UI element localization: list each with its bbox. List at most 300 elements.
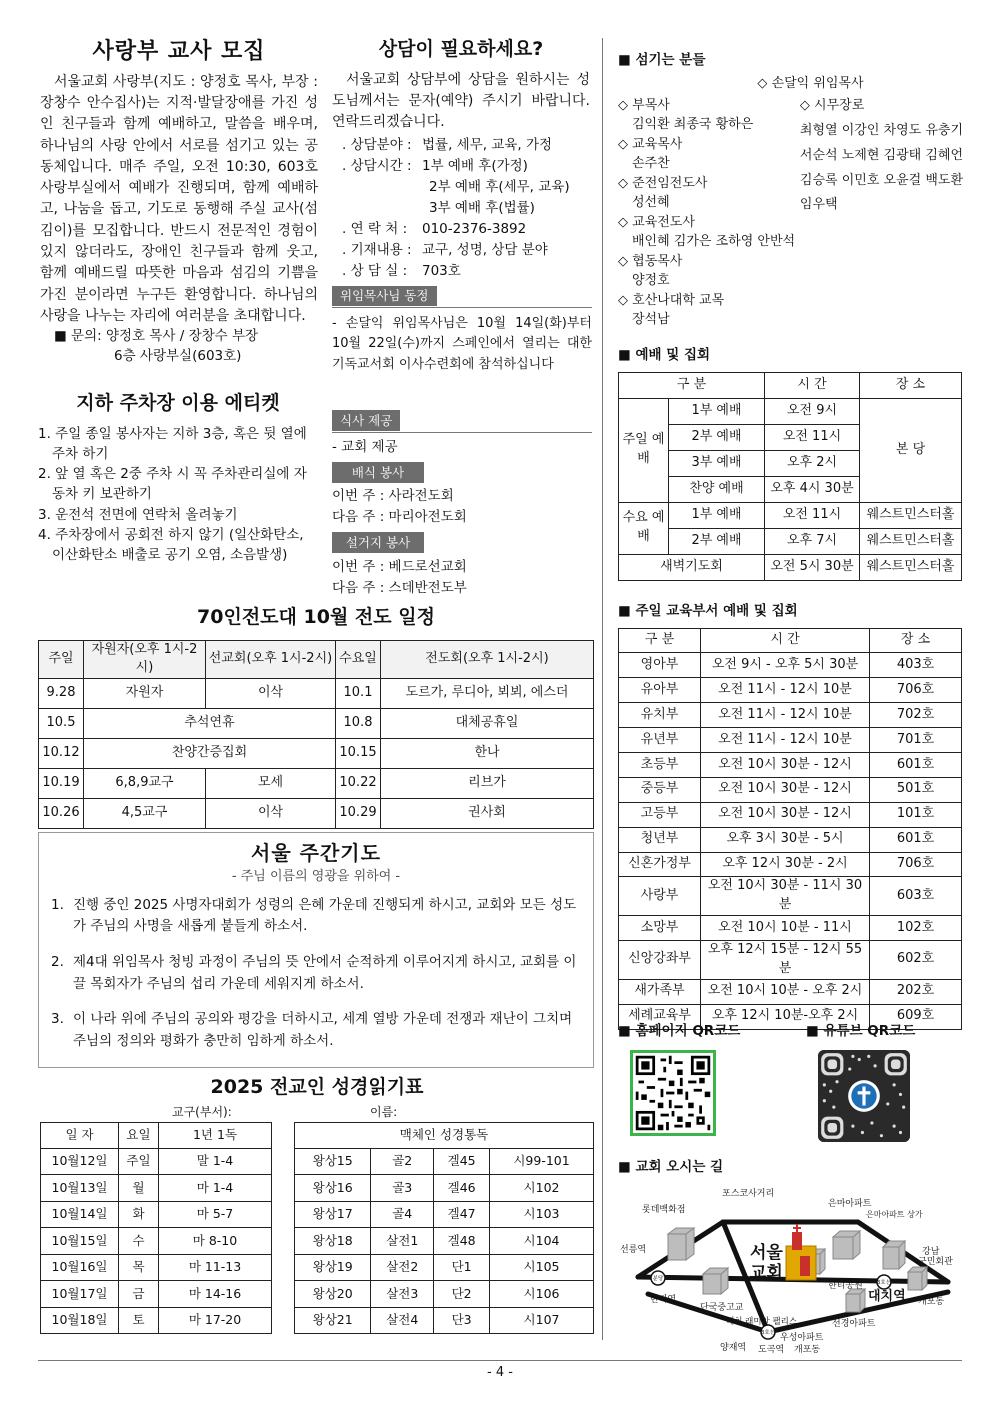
table-cell: 오전 10시 30분 - 12시 bbox=[701, 802, 870, 827]
table-cell: 오전 11시 bbox=[765, 424, 860, 450]
table-header: 요일 bbox=[119, 1122, 159, 1148]
servant-names: 성선혜 bbox=[632, 195, 670, 211]
table-cell: 왕상16 bbox=[295, 1175, 371, 1202]
worship-section bbox=[618, 346, 962, 581]
table-header: 시 간 bbox=[701, 628, 870, 653]
table-cell: 10.26 bbox=[39, 799, 84, 829]
table-cell: 10.5 bbox=[39, 709, 84, 739]
map-label: 롯데백화점 bbox=[642, 1205, 686, 1215]
map-label: 대치 래미안 팰리스 bbox=[726, 1317, 798, 1327]
table-cell: 6,8,9교구 bbox=[84, 769, 206, 799]
table-row bbox=[295, 1148, 594, 1175]
table-cell: 권사회 bbox=[381, 799, 594, 829]
reading-group-label: 교구(부서): bbox=[172, 1104, 232, 1119]
map-label: 도곡역 bbox=[758, 1345, 785, 1354]
church-location-map[interactable] bbox=[618, 1182, 962, 1354]
table-cell: 세례교육부 bbox=[619, 1004, 701, 1029]
serving-label: 배식 봉사 bbox=[332, 462, 424, 483]
table-cell: 유치부 bbox=[619, 703, 701, 728]
table-header: 전도회(오후 1시-2시) bbox=[381, 640, 594, 679]
table-cell: 오후 2시 bbox=[765, 450, 860, 476]
table-cell: 4,5교구 bbox=[84, 799, 206, 829]
recruit-title: 사랑부 교사 모집 bbox=[92, 39, 266, 64]
table-cell: 주일 예배 bbox=[619, 398, 669, 502]
table-cell: 골2 bbox=[371, 1148, 434, 1175]
table-cell: 2부 예배 bbox=[669, 528, 765, 554]
map-title: ■ 교회 오시는 길 bbox=[618, 1158, 962, 1178]
servant-role: ◇ 교육목사 bbox=[618, 136, 683, 152]
table-cell: 오전 5시 30분 bbox=[765, 554, 860, 580]
table-cell: 추석연휴 bbox=[84, 709, 336, 739]
map-label: 개포동 bbox=[794, 1345, 821, 1354]
counsel-line: . 연 락 처 : 010-2376-3892 bbox=[342, 221, 527, 238]
table-row bbox=[619, 979, 962, 1004]
parking-section bbox=[38, 390, 318, 565]
table-cell: 오전 11시 - 12시 10분 bbox=[701, 703, 870, 728]
table-cell: 겔46 bbox=[434, 1175, 490, 1202]
parking-title: 지하 주차장 이용 에티켓 bbox=[76, 392, 280, 414]
table-cell: 리브가 bbox=[381, 769, 594, 799]
table-cell: 단3 bbox=[434, 1307, 490, 1334]
table-header: 구 분 bbox=[619, 628, 701, 653]
table-cell: 10.1 bbox=[336, 679, 381, 709]
table-cell: 시102 bbox=[490, 1175, 594, 1202]
table-cell: 603호 bbox=[870, 877, 962, 916]
table-row bbox=[619, 777, 962, 802]
servant-names: 손주찬 bbox=[632, 156, 670, 172]
evangelism-section bbox=[38, 604, 594, 829]
table-cell: 마 14-16 bbox=[159, 1281, 272, 1308]
table-cell: 이삭 bbox=[206, 679, 336, 709]
table-cell: 마 11-13 bbox=[159, 1254, 272, 1281]
table-cell: 신혼가정부 bbox=[619, 852, 701, 877]
table-row bbox=[41, 1281, 272, 1308]
map-label: 단국중고교 bbox=[700, 1303, 744, 1313]
table-cell: 시103 bbox=[490, 1201, 594, 1228]
counsel-line: . 상담분야 : 법률, 세무, 교육, 가정 bbox=[342, 137, 553, 154]
column-divider bbox=[602, 38, 603, 1340]
table-header-row bbox=[619, 628, 962, 653]
servants-left bbox=[618, 96, 800, 330]
reading-left-table bbox=[40, 1122, 272, 1335]
table-row bbox=[295, 1281, 594, 1308]
table-cell: 화 bbox=[119, 1201, 159, 1228]
table-cell: 시105 bbox=[490, 1254, 594, 1281]
table-cell: 601호 bbox=[870, 753, 962, 778]
table-row bbox=[39, 769, 594, 799]
table-cell: 10.19 bbox=[39, 769, 84, 799]
table-cell: 10월13일 bbox=[41, 1175, 119, 1202]
worship-table bbox=[618, 372, 962, 581]
table-cell: 마 5-7 bbox=[159, 1201, 272, 1228]
servant-role: ◇ 교육전도사 bbox=[618, 214, 695, 230]
parking-item: 4. 주차장에서 공회전 하지 않기 (일산화탄소, 이산화탄소 배출로 공기 오염, 소음발생) bbox=[38, 526, 304, 564]
servants-section bbox=[618, 50, 963, 330]
dishes-next-week: 다음 주 : 스데반전도부 bbox=[332, 580, 467, 597]
table-cell: 청년부 bbox=[619, 827, 701, 852]
table-cell: 살전2 bbox=[371, 1254, 434, 1281]
map-label: 강남 bbox=[922, 1247, 940, 1257]
table-cell: 마 8-10 bbox=[159, 1228, 272, 1255]
table-cell: 601호 bbox=[870, 827, 962, 852]
servant-names: 양정호 bbox=[632, 273, 670, 289]
servant-names: 서순석 노제현 김광태 김혜언 bbox=[799, 147, 963, 163]
table-row bbox=[619, 554, 962, 580]
table-row bbox=[619, 941, 962, 980]
parking-list bbox=[38, 424, 318, 566]
table-header: 일 자 bbox=[41, 1122, 119, 1148]
table-row bbox=[619, 502, 962, 528]
table-cell: 자원자 bbox=[84, 679, 206, 709]
table-cell: 한나 bbox=[381, 739, 594, 769]
table-header-row bbox=[41, 1122, 272, 1148]
table-cell: 10.15 bbox=[336, 739, 381, 769]
map-church-label: 서울 bbox=[750, 1243, 783, 1263]
table-cell: 월 bbox=[119, 1175, 159, 1202]
table-row bbox=[295, 1175, 594, 1202]
table-cell: 영아부 bbox=[619, 653, 701, 678]
table-cell: 대체공휴일 bbox=[381, 709, 594, 739]
table-cell: 오전 11시 - 12시 10분 bbox=[701, 728, 870, 753]
table-header: 시 간 bbox=[765, 372, 860, 398]
pastor-news-label: 위임목사님 동정 bbox=[332, 286, 437, 306]
servant-role: ◇ 부목사 bbox=[618, 97, 670, 113]
servant-names: 배인혜 김가은 조하영 안반석 bbox=[632, 234, 796, 250]
table-cell: 본 당 bbox=[860, 398, 962, 502]
reading-section bbox=[40, 1074, 594, 1334]
table-row bbox=[295, 1254, 594, 1281]
youtube-qr-code[interactable] bbox=[818, 1050, 910, 1142]
table-row bbox=[41, 1148, 272, 1175]
table-header-row bbox=[295, 1122, 594, 1148]
table-cell: 10월15일 bbox=[41, 1228, 119, 1255]
dishes-label: 설거지 봉사 bbox=[332, 532, 424, 553]
table-cell: 시99-101 bbox=[490, 1148, 594, 1175]
map-label: 은마아파트 bbox=[828, 1199, 872, 1209]
table-cell: 오후 3시 30분 - 5시 bbox=[701, 827, 870, 852]
prayer-box bbox=[38, 832, 594, 1068]
servant-names: 최형열 이강인 차영도 유충기 bbox=[799, 123, 963, 139]
table-cell: 오후 4시 30분 bbox=[765, 476, 860, 502]
map-label: 우성아파트 bbox=[780, 1333, 824, 1343]
serving-next-week: 다음 주 : 마리아전도회 bbox=[332, 509, 467, 526]
table-row bbox=[41, 1201, 272, 1228]
table-cell: 왕상19 bbox=[295, 1254, 371, 1281]
table-row bbox=[619, 753, 962, 778]
qr-youtube-title: ■ 유튜브 QR코드 bbox=[806, 1022, 962, 1042]
table-cell: 도르가, 루디아, 뵈뵈, 에스더 bbox=[381, 679, 594, 709]
table-cell: 오후 7시 bbox=[765, 528, 860, 554]
table-cell: 시107 bbox=[490, 1307, 594, 1334]
table-row bbox=[39, 679, 594, 709]
table-row bbox=[295, 1307, 594, 1334]
evangelism-table bbox=[38, 640, 594, 830]
table-cell: 10.29 bbox=[336, 799, 381, 829]
map-church-label: 교회 bbox=[750, 1263, 783, 1283]
table-cell: 유년부 bbox=[619, 728, 701, 753]
table-cell: 10월14일 bbox=[41, 1201, 119, 1228]
education-section bbox=[618, 602, 962, 1030]
table-cell: 10월12일 bbox=[41, 1148, 119, 1175]
map-label: 대치역 bbox=[868, 1289, 906, 1304]
servant-role: ◇ 호산나대학 교목 bbox=[618, 292, 725, 308]
table-cell: 소망부 bbox=[619, 916, 701, 941]
table-cell: 신앙강좌부 bbox=[619, 941, 701, 980]
map-label: 선릉역 bbox=[620, 1245, 647, 1255]
servants-title: ■ 섬기는 분들 bbox=[618, 50, 963, 70]
table-cell: 모세 bbox=[206, 769, 336, 799]
table-cell: 3부 예배 bbox=[669, 450, 765, 476]
table-cell: 602호 bbox=[870, 941, 962, 980]
map-label: 선경아파트 bbox=[832, 1319, 876, 1329]
table-row bbox=[619, 398, 962, 424]
page-number: - 4 - bbox=[487, 1365, 513, 1380]
evangelism-title: 70인전도대 10월 전도 일정 bbox=[197, 606, 435, 628]
table-cell: 살전1 bbox=[371, 1228, 434, 1255]
table-cell: 오전 9시 bbox=[765, 398, 860, 424]
map-line-3b: 3호선 bbox=[760, 1330, 776, 1336]
counsel-line: . 기재내용 : 교구, 성명, 상담 분야 bbox=[342, 241, 548, 258]
counsel-section bbox=[332, 36, 590, 282]
servants-right bbox=[800, 96, 963, 330]
table-cell: 찬양 예배 bbox=[669, 476, 765, 502]
table-cell: 수요 예배 bbox=[619, 502, 669, 554]
table-row bbox=[295, 1228, 594, 1255]
table-row bbox=[619, 678, 962, 703]
table-row bbox=[41, 1307, 272, 1334]
table-cell: 왕상15 bbox=[295, 1148, 371, 1175]
table-cell: 오전 10시 10분 - 오후 2시 bbox=[701, 979, 870, 1004]
table-cell: 단2 bbox=[434, 1281, 490, 1308]
table-cell: 웨스트민스터홀 bbox=[860, 554, 962, 580]
table-cell: 고등부 bbox=[619, 802, 701, 827]
table-header: 수요일 bbox=[336, 640, 381, 679]
table-row bbox=[41, 1228, 272, 1255]
table-cell: 새가족부 bbox=[619, 979, 701, 1004]
table-row bbox=[619, 916, 962, 941]
table-cell: 왕상21 bbox=[295, 1307, 371, 1334]
table-header: 선교회(오후 1시-2시) bbox=[206, 640, 336, 679]
qr-home-title: ■ 홈페이지 QR코드 bbox=[618, 1022, 768, 1042]
servant-names: 김익환 최종국 황하은 bbox=[632, 117, 754, 133]
map-line-3: 3호선 bbox=[876, 1280, 892, 1286]
recruit-body: 서울교회 사랑부(지도 : 양정호 목사, 부장 : 장창수 안수집사)는 지적·발달장애를 가진 성인 친구들과 함께 예배하고, 말씀을 배우며, 하나님의 사랑 안에서 서로를 섬기고 있는 공동체입니다. 매주 주일, 오전 10:30, 603호 사랑부실에서 예배가 진행되며, 함께 예배하고, 나눔을 돕고, 기도로 동행해 주실 교사(섬김이)를 모집합니다. 반드시 전문적인 경험이 있지 않더라도, 장애인 친구들과 함께 웃고, 함께 예배드릴 따뜻한 마음과 섬김의 기쁨을 가진 분이라면 누구든 환영합니다. 하나님의 사랑을 나누는 자리에 여러분을 초대합니다. bbox=[40, 73, 318, 324]
table-cell: 오전 10시 30분 - 12시 bbox=[701, 777, 870, 802]
table-cell: 706호 bbox=[870, 678, 962, 703]
table-cell: 살전3 bbox=[371, 1281, 434, 1308]
recruit-section bbox=[40, 36, 318, 366]
table-cell: 오후 12시 10분-오후 2시 bbox=[701, 1004, 870, 1029]
table-header: 자원자(오후 1시-2시) bbox=[84, 640, 206, 679]
table-cell: 9.28 bbox=[39, 679, 84, 709]
counsel-lines bbox=[332, 135, 590, 281]
table-cell: 701호 bbox=[870, 728, 962, 753]
table-cell: 목 bbox=[119, 1254, 159, 1281]
table-cell: 마 17-20 bbox=[159, 1307, 272, 1334]
table-cell: 오전 10시 30분 - 11시 30분 bbox=[701, 877, 870, 916]
table-row bbox=[619, 802, 962, 827]
table-cell: 유아부 bbox=[619, 678, 701, 703]
recruit-contact bbox=[40, 327, 318, 366]
prayer-title: 서울 주간기도 bbox=[251, 841, 381, 865]
table-cell: 오전 11시 bbox=[765, 502, 860, 528]
map-label: 한티역 bbox=[650, 1295, 677, 1305]
table-cell: 겔45 bbox=[434, 1148, 490, 1175]
serving-this-week: 이번 주 : 사라전도회 bbox=[332, 488, 454, 505]
worship-title: ■ 예배 및 집회 bbox=[618, 346, 962, 366]
table-cell: 10월16일 bbox=[41, 1254, 119, 1281]
servant-role: ◇ 협동목사 bbox=[618, 253, 683, 269]
table-cell: 2부 예배 bbox=[669, 424, 765, 450]
service-section bbox=[332, 410, 592, 599]
prayer-subtitle: - 주님 이름의 영광을 위하여 - bbox=[231, 869, 401, 884]
table-row bbox=[619, 877, 962, 916]
homepage-qr-code[interactable] bbox=[630, 1050, 716, 1136]
table-row bbox=[619, 827, 962, 852]
qr-home-section bbox=[618, 1022, 768, 1042]
church-icon bbox=[786, 1224, 816, 1280]
map-label: 포스코사거리 bbox=[722, 1189, 775, 1199]
table-cell: 501호 bbox=[870, 777, 962, 802]
table-cell: 마 1-4 bbox=[159, 1175, 272, 1202]
qr-youtube-section bbox=[806, 1022, 962, 1042]
table-header: 주일 bbox=[39, 640, 84, 679]
table-header: 장 소 bbox=[860, 372, 962, 398]
map-line-bundang: 분당 bbox=[652, 1276, 664, 1282]
counsel-intro: 서울교회 상담부에 상담을 원하시는 성도님께서는 문자(예약) 주시기 바랍니다. 연락드리겠습니다. bbox=[332, 71, 590, 131]
table-header: 장 소 bbox=[870, 628, 962, 653]
table-cell: 101호 bbox=[870, 802, 962, 827]
table-row bbox=[619, 528, 962, 554]
table-cell: 시106 bbox=[490, 1281, 594, 1308]
reading-name-label: 이름: bbox=[370, 1104, 398, 1119]
map-label: 개포동 bbox=[918, 1297, 945, 1307]
table-cell: 10월17일 bbox=[41, 1281, 119, 1308]
table-header-row bbox=[39, 640, 594, 679]
counsel-line: 2부 예배 후(세무, 교육) bbox=[429, 179, 570, 196]
table-cell: 오전 10시 10분 - 11시 bbox=[701, 916, 870, 941]
parking-item: 3. 운전석 전면에 연락처 올려놓기 bbox=[38, 506, 238, 523]
reading-right-table bbox=[294, 1122, 594, 1335]
table-cell: 새벽기도회 bbox=[619, 554, 765, 580]
table-cell: 시104 bbox=[490, 1228, 594, 1255]
counsel-line: . 상담시간 : 1부 예배 후(가정) bbox=[342, 158, 528, 175]
parking-item: 1. 주일 종일 봉사자는 지하 3층, 혹은 뒷 열에 주차 하기 bbox=[38, 425, 307, 462]
servants-head: ◇ 손달익 위임목사 bbox=[757, 76, 864, 92]
servant-names: 김승록 이민호 오윤걸 백도환 bbox=[799, 172, 963, 188]
table-header: 1년 1독 bbox=[159, 1122, 272, 1148]
map-label: 구민회관 bbox=[918, 1257, 953, 1267]
table-cell: 토 bbox=[119, 1307, 159, 1334]
map-label: 한티공원 bbox=[828, 1281, 863, 1291]
table-cell: 말 1-4 bbox=[159, 1148, 272, 1175]
table-cell: 살전4 bbox=[371, 1307, 434, 1334]
table-cell: 겔47 bbox=[434, 1201, 490, 1228]
table-cell: 골3 bbox=[371, 1175, 434, 1202]
table-cell: 사랑부 bbox=[619, 877, 701, 916]
map-label: 은마아파트 상가 bbox=[866, 1210, 923, 1219]
table-cell: 609호 bbox=[870, 1004, 962, 1029]
table-cell: 702호 bbox=[870, 703, 962, 728]
table-cell: 금 bbox=[119, 1281, 159, 1308]
table-cell: 10.8 bbox=[336, 709, 381, 739]
table-cell: 403호 bbox=[870, 653, 962, 678]
table-cell: 골4 bbox=[371, 1201, 434, 1228]
table-cell: 706호 bbox=[870, 852, 962, 877]
table-cell: 10월18일 bbox=[41, 1307, 119, 1334]
table-cell: 102호 bbox=[870, 916, 962, 941]
pastor-news-text: - 손달익 위임목사님은 10월 14일(화)부터 10월 22일(수)까지 스페인에서 열리는 대한기독교서회 이사수련회에 참석하십니다 bbox=[332, 315, 592, 373]
servant-names: 장석남 bbox=[632, 312, 670, 328]
table-row bbox=[41, 1175, 272, 1202]
recruit-contact-room: 6층 사랑부실(603호) bbox=[114, 347, 242, 364]
prayer-item: 1. 진행 중인 2025 사명자대회가 성령의 은혜 가운데 진행되게 하시고, 교회와 모든 성도가 주님의 사명을 새롭게 붙들게 하소서. bbox=[51, 896, 577, 935]
table-row bbox=[619, 653, 962, 678]
counsel-line: . 상 담 실 : 703호 bbox=[342, 262, 461, 279]
table-cell: 1부 예배 bbox=[669, 398, 765, 424]
table-cell: 1부 예배 bbox=[669, 502, 765, 528]
table-row bbox=[295, 1201, 594, 1228]
servant-role: ◇ 시무장로 bbox=[799, 97, 865, 113]
prayer-item: 2. 제4대 위임목사 청빙 과정이 주님의 뜻 안에서 순적하게 이루어지게 하시고, 교회를 이끌 목회자가 주님의 섭리 가운데 세워지게 하소서. bbox=[51, 954, 577, 992]
table-header: 구 분 bbox=[619, 372, 765, 398]
table-cell: 웨스트민스터홀 bbox=[860, 502, 962, 528]
table-cell: 202호 bbox=[870, 979, 962, 1004]
table-cell: 단1 bbox=[434, 1254, 490, 1281]
servant-role: ◇ 준전임전도사 bbox=[618, 175, 708, 191]
table-cell: 왕상18 bbox=[295, 1228, 371, 1255]
counsel-title: 상담이 필요하세요? bbox=[378, 38, 544, 60]
footer-divider bbox=[38, 1360, 962, 1361]
table-cell: 왕상17 bbox=[295, 1201, 371, 1228]
prayer-item: 3. 이 나라 위에 주님의 공의와 평강을 더하시고, 세계 열방 가운데 전쟁과 재난이 그치며 주님의 정의와 평화가 충만히 임하게 하소서. bbox=[51, 1011, 573, 1049]
table-cell: 오전 9시 - 오후 5시 30분 bbox=[701, 653, 870, 678]
table-cell: 찬양간증집회 bbox=[84, 739, 336, 769]
table-cell: 오후 12시 15분 - 12시 55분 bbox=[701, 941, 870, 980]
table-row bbox=[41, 1254, 272, 1281]
reading-title: 2025 전교인 성경읽기표 bbox=[210, 1076, 424, 1098]
counsel-line: 3부 예배 후(법률) bbox=[429, 200, 535, 217]
recruit-contact-line: ■ 문의: 양정호 목사 / 장창수 부장 bbox=[54, 328, 259, 345]
table-cell: 주일 bbox=[119, 1148, 159, 1175]
table-cell: 오전 11시 - 12시 10분 bbox=[701, 678, 870, 703]
table-cell: 오후 12시 30분 - 2시 bbox=[701, 852, 870, 877]
map-label: 양재역 bbox=[720, 1343, 747, 1353]
table-cell: 오전 10시 30분 - 12시 bbox=[701, 753, 870, 778]
table-row bbox=[39, 739, 594, 769]
table-cell: 왕상20 bbox=[295, 1281, 371, 1308]
table-header-row bbox=[619, 372, 962, 398]
table-cell: 10.12 bbox=[39, 739, 84, 769]
table-cell: 이삭 bbox=[206, 799, 336, 829]
pastor-news-section bbox=[332, 286, 592, 376]
table-header: 맥체인 성경통독 bbox=[295, 1122, 594, 1148]
education-title: ■ 주일 교육부서 예배 및 집회 bbox=[618, 602, 962, 622]
map-section bbox=[618, 1158, 962, 1358]
dishes-this-week: 이번 주 : 베드로선교회 bbox=[332, 559, 467, 576]
table-cell: 초등부 bbox=[619, 753, 701, 778]
meal-label: 식사 제공 bbox=[332, 410, 400, 431]
meal-text: - 교회 제공 bbox=[332, 438, 398, 455]
table-cell: 수 bbox=[119, 1228, 159, 1255]
table-row bbox=[619, 728, 962, 753]
parking-item: 2. 앞 열 혹은 2중 주차 시 꼭 주차관리실에 자동차 키 보관하기 bbox=[38, 466, 307, 503]
table-row bbox=[619, 852, 962, 877]
table-cell: 중등부 bbox=[619, 777, 701, 802]
table-cell: 10.22 bbox=[336, 769, 381, 799]
table-row bbox=[39, 709, 594, 739]
table-row bbox=[619, 703, 962, 728]
